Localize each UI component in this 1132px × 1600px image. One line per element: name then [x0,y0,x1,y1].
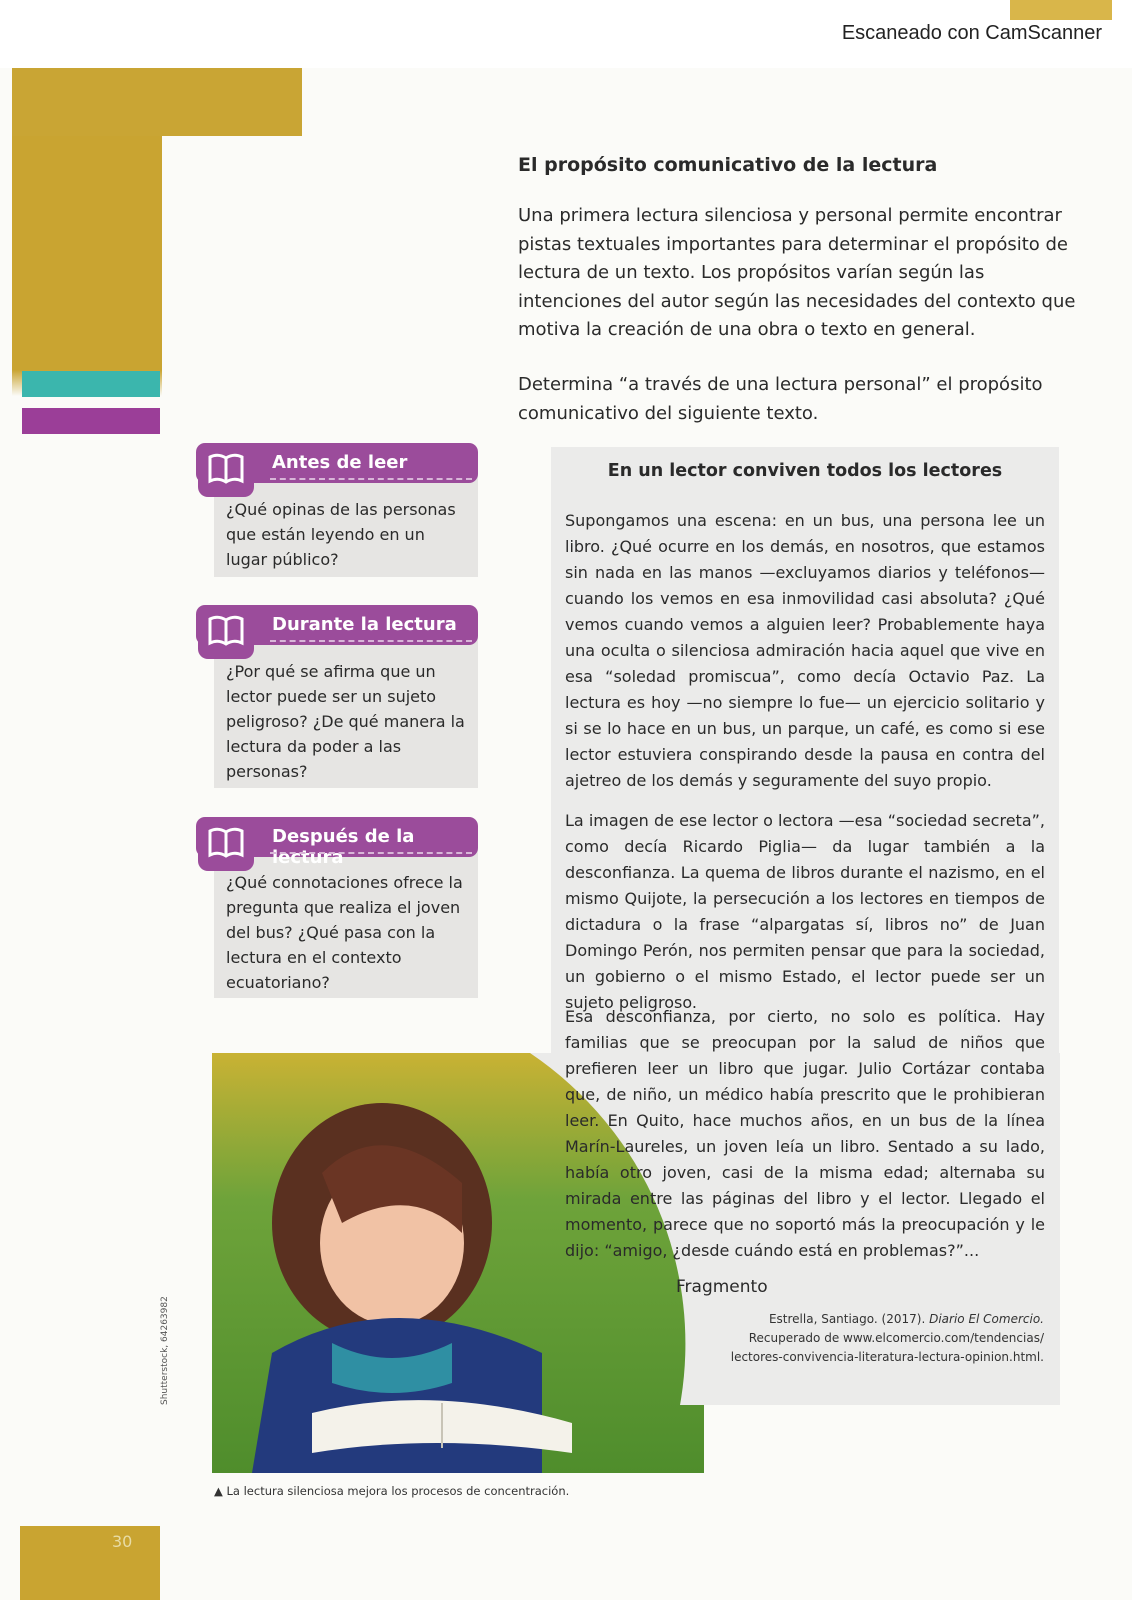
gold-band-top [12,68,302,136]
tab-divider [270,476,472,480]
source-author: Estrella, Santiago. (2017). [768,1312,926,1326]
tab-title: Antes de leer [272,452,408,473]
section-heading: El propósito comunicativo de la lectura [518,154,938,176]
purple-stripe [22,408,160,434]
source-publication: Diario El Comercio. [929,1312,1044,1326]
tab-title: Después de la lectura [272,826,415,868]
tab-title: Durante la lectura [272,614,457,635]
scanner-banner: Escaneado con CamScanner [841,22,1102,44]
photo-credit: Shutterstock, 64263982 [160,1296,170,1405]
source-url-line-1: Recuperado de www.elcomercio.com/tendencias/ [748,1331,1044,1345]
instruction-paragraph: Determina “a través de una lectura personal” el propósito comunicativo del siguiente texto. [518,374,1043,424]
box-text-antes: ¿Qué opinas de las personas que están leyendo en un lugar público? [226,500,456,569]
teal-stripe [22,371,160,397]
photo-caption: ▲ La lectura silenciosa mejora los procesos de concentración. [214,1484,570,1498]
gold-band-side [12,136,162,1436]
page-number: 30 [112,1532,133,1551]
tab-divider [270,850,472,854]
article-paragraph-1: Supongamos una escena: en un bus, una persona lee un libro. ¿Qué ocurre en los demás, en nosotros, que estamos sin nada en las manos —excluyamos diarios y teléfonos— cuando los vemos en esa inmovilidad casi absoluta? ¿Qué vemos cuando vemos a alguien leer? Probablemente haya una oculta o silenciosa admiración hacia aquel que vive en esa “soledad promiscua”, como decía Octavio Paz. La lectura es hoy —no siempre lo fue— un ejercicio solitario y si se lo hace en un bus, un parque, un café, es como si ese lector estuviera conspirando desde la pausa en contra del ajetreo de los demás y seguramente del suyo propio. [565,511,1045,790]
source-url-line-2: lectores-convivencia-literatura-lectura-opinion.html. [730,1350,1044,1364]
open-book-icon [198,605,254,659]
box-text-durante: ¿Por qué se afirma que un lector puede ser un sujeto peligroso? ¿De qué manera la lectura da poder a las personas? [226,662,465,781]
open-book-icon [198,443,254,497]
article-source [700,1310,1044,1367]
box-text-despues: ¿Qué connotaciones ofrece la pregunta que realiza el joven del bus? ¿Qué pasa con la lectura en el contexto ecuatoriano? [226,873,463,992]
article-paragraph-3: Esa desconfianza, por cierto, no solo es política. Hay familias que se preocupan por la salud de niños que prefieren leer un libro que jugar. Julio Cortázar contaba que, de niño, un médico había prescrito que le prohibieran leer. En Quito, hace muchos años, en un bus de la línea Marín-Laureles, un joven leía un libro. Sentado a su lado, había otro joven, casi de la misma edad; alternaba su mirada entre las páginas del libro y el lector. Llegado el momento, parece que no soportó más la preocupación y le dijo: “amigo, ¿desde cuándo está en problemas?”... [565,1007,1045,1260]
intro-paragraph: Una primera lectura silenciosa y personal permite encontrar pistas textuales importantes para determinar el propósito de lectura de un texto. Los propósitos varían según las intenciones del autor según las necesidades del contexto que motiva la creación de una obra o texto en general. [518,205,1076,340]
scanner-header [0,0,1132,69]
article-title: En un lector conviven todos los lectores [607,461,1003,481]
fragment-label: Fragmento [676,1277,768,1297]
page-number-tab [20,1526,160,1600]
article-paragraph-2: La imagen de ese lector o lectora —esa “sociedad secreta”, como decía Ricardo Piglia— da lugar también a la desconfianza. La quema de libros durante el nazismo, en el mismo Quijote, la persecución a los lectores en tiempos de dictadura o la frase “alpargatas sí, libros no” de Juan Domingo Perón, nos permiten pensar que para la sociedad, un gobierno o el mismo Estado, el lector puede ser un sujeto peligroso. [565,811,1045,1012]
header-accent [1010,0,1112,20]
open-book-icon [198,817,254,871]
tab-divider [270,638,472,642]
